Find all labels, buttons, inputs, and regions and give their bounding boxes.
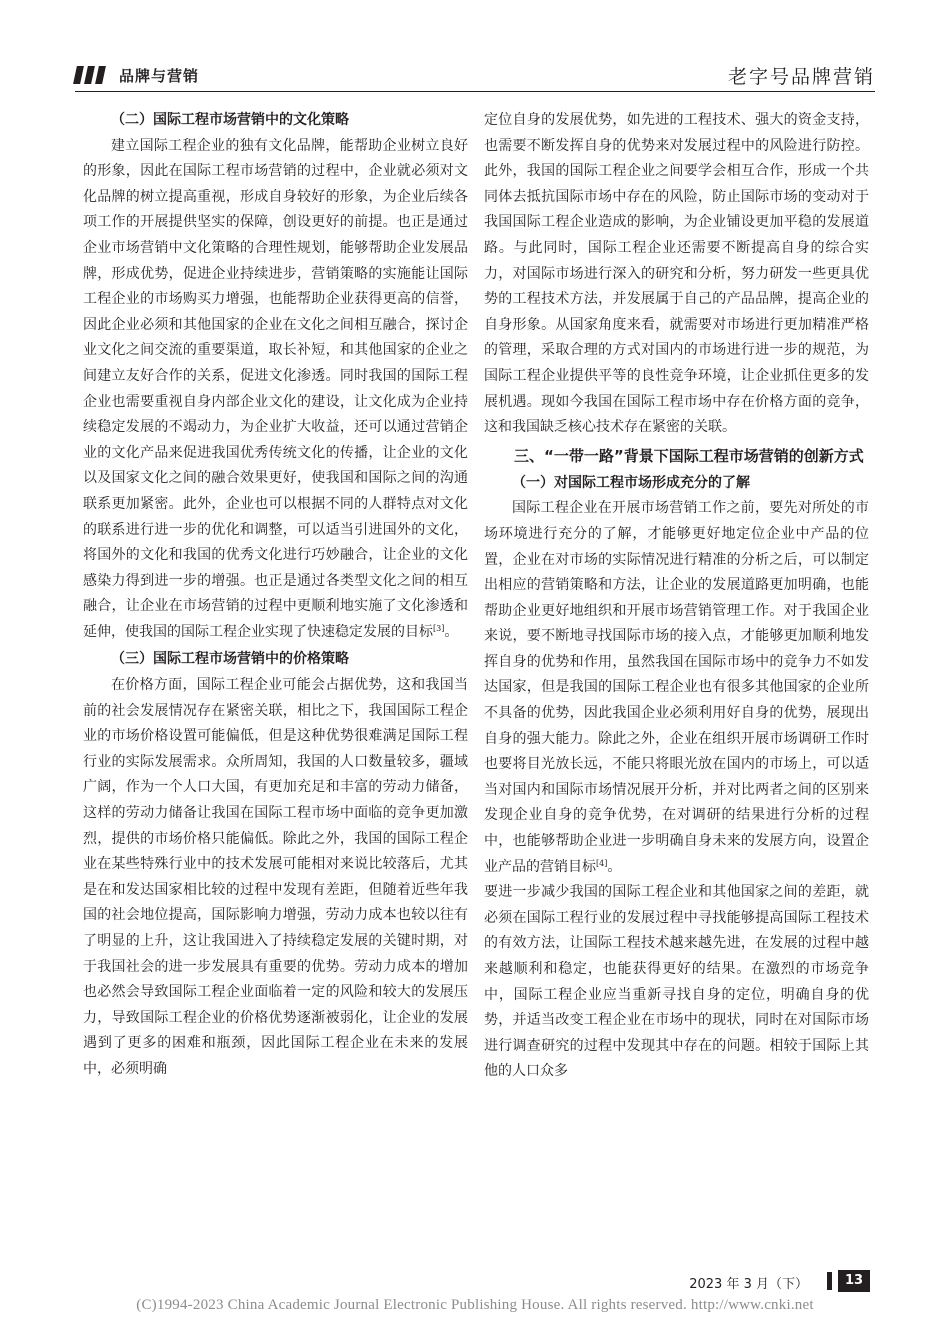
header-divider [75, 91, 875, 92]
page-number: 13 [838, 1270, 870, 1292]
paragraph-understanding-text: 国际工程企业在开展市场营销工作之前，要先对所处的市场环境进行充分的了解，才能够更好地定位企业中产品的位置，企业在对市场的实际情况进行精准的分析之后，可以制定出相应的营销策略和方法，让企业的发展道路更加明确，也能帮助企业更好地组织和开展市场营销管理工作。对于我国企业来说，要不断地寻找国际市场的接入点，才能够更加顺利地发挥自身的优势和作用，虽然我国在国际市场中的竞争力不如发达国家，但是我国的国际工程企业也有很多其他国家的企业所不具备的优势，因此我国企业必须利用好自身的优势，展现出自身的强大能力。除此之外，企业在组织开展市场调研工作时也要将目光放长远，不能只将眼光放在国内的市场上，可以适当对国内和国际市场情况展开分析，并对比两者之间的区别来发现企业自身的竞争优势，在对调研的结果进行分析的过程中，也能够帮助企业进一步明确自身未来的发展方向，设置企业产品的营销目标 [484, 500, 869, 875]
paragraph-culture-text: 建立国际工程企业的独有文化品牌，能帮助企业树立良好的形象，因此在国际工程市场营销的过程中，企业就必须对文化品牌的树立提高重视，形成自身较好的形象，为企业后续各项工作的开展提供坚实的保障，创设更好的前提。也正是通过企业市场营销中文化策略的合理性规划，能够帮助企业发展品牌，形成优势，促进企业持续进步，营销策略的实施能让国际工程企业的市场购买力增强，也能帮助企业获得更高的信誉，因此企业必须和其他国家的企业在文化之间相互融合，探讨企业文化之间交流的重要渠道，取长补短，和其他国家的企业之间建立友好合作的关系，促进文化渗透。同时我国的国际工程企业也需要重视自身内部企业文化的建设，让文化成为企业持续稳定发展的不竭动力，为企业扩大收益，还可以通过营销企业的文化产品来促进我国优秀传统文化的传播，让企业的文化以及国家文化之间的融合效果更好，使我国和国际之间的沟通联系更加紧密。此外，企业也可以根据不同的人群特点对文化的联系进行进一步的优化和调整，可以适当引进国外的文化，将国外的文化和我国的优秀文化进行巧妙融合，让企业的文化感染力得到进一步的增强。也正是通过各类型文化之间的相互融合，让企业在市场营销的过程中更顺利地实施了文化渗透和延伸，使我国的国际工程企业实现了快速稳定发展的目标 [83, 137, 468, 640]
paragraph-culture-end: 。 [444, 623, 459, 640]
heading-market-understanding: （一）对国际工程市场形成充分的了解 [512, 474, 750, 491]
reference-marker: [4] [596, 858, 608, 868]
paragraph-culture-strategy [83, 134, 468, 646]
paragraph-price-strategy: 在价格方面，国际工程企业可能会占据优势，这和我国当前的社会发展情况存在紧密关联，相比之下，我国国际工程企业的市场价格设置可能偏低，但是这种优势很难满足国际工程行业的实际发展需求。众所周知，我国的人口数量较多，疆域广阔，作为一个人口大国，有更加充足和丰富的劳动力储备，这样的劳动力储备让我国在国际工程市场中面临的竞争更加激烈，提供的市场价格只能偏低。除此之外，我国的国际工程企业在某些特殊行业中的技术发展可能相对来说比较落后，尤其是在和发达国家相比较的过程中发现有差距，但随着近些年我国的社会地位提高，国际影响力增强，劳动力成本也较以往有了明显的上升，这让我国进入了持续稳定发展的关键时期，对于我国社会的进一步发展具有重要的优势。劳动力成本的增加也必然会导致国际工程企业面临着一定的风险和较大的发展压力，导致国际工程企业的价格优势逐渐被弱化，让企业的发展遇到了更多的困难和瓶颈，因此国际工程企业在未来的发展中，必须明确 [83, 677, 468, 1077]
paragraph-technology-gap: 要进一步减少我国的国际工程企业和其他国家之间的差距，就必须在国际工程行业的发展过程中寻找能够提高国际工程技术的有效方法，让国际工程技术越来越先进，在发展的过程中越来越顺利和稳定，也能获得更好的结果。在激烈的市场竞争中，国际工程企业应当重新寻找自身的定位，明确自身的优势，并适当改变工程企业在市场中的现状，同时在对国际市场进行调查研究的过程中发现其中存在的问题。相较于国际上其他的人口众多 [484, 884, 869, 1080]
issue-date: 2023 年 3 月（下） [689, 1277, 808, 1292]
paragraph-understanding-end: 。 [607, 858, 622, 875]
copyright-notice: (C)1994-2023 China Academic Journal Electronic Publishing House. All rights reserved. http://www.cnki.net [136, 1297, 814, 1313]
section-heading-innovation: 三、“一带一路”背景下国际工程市场营销的创新方式 [514, 446, 864, 465]
header-journal-title: 老字号品牌营销 [727, 66, 875, 88]
paragraph-market-understanding [484, 496, 869, 880]
footer-separator [827, 1272, 832, 1290]
heading-price-strategy: （三）国际工程市场营销中的价格策略 [111, 651, 349, 668]
header-section-name: 品牌与营销 [119, 67, 200, 85]
page-header [75, 60, 875, 92]
right-column [484, 108, 869, 1085]
left-column [83, 108, 468, 1083]
heading-culture-strategy: （二）国际工程市场营销中的文化策略 [111, 112, 349, 128]
paragraph-price-continued: 定位自身的发展优势，如先进的工程技术、强大的资金支持，也需要不断发挥自身的优势来对发展过程中的风险进行防控。此外，我国的国际工程企业之间要学会相互合作，形成一个共同体去抵抗国际市场中存在的风险，防止国际市场的变动对于我国国际工程企业造成的影响，为企业铺设更加平稳的发展道路。与此同时，国际工程企业还需要不断提高自身的综合实力，对国际市场进行深入的研究和分析，努力研发一些更具优势的工程技术方法，并发展属于自己的产品品牌，提高企业的自身形象。从国家角度来看，就需要对市场进行更加精准严格的管理，采取合理的方式对国内的市场进行进一步的规范，为国际工程企业提供平等的良性竞争环境，让企业抓住更多的发展机遇。现如今我国在国际工程市场中存在价格方面的竞争，这和我国缺乏核心技术存在紧密的关联。 [484, 112, 869, 436]
reference-marker: [3] [433, 623, 445, 633]
header-bars-icon [75, 66, 115, 84]
